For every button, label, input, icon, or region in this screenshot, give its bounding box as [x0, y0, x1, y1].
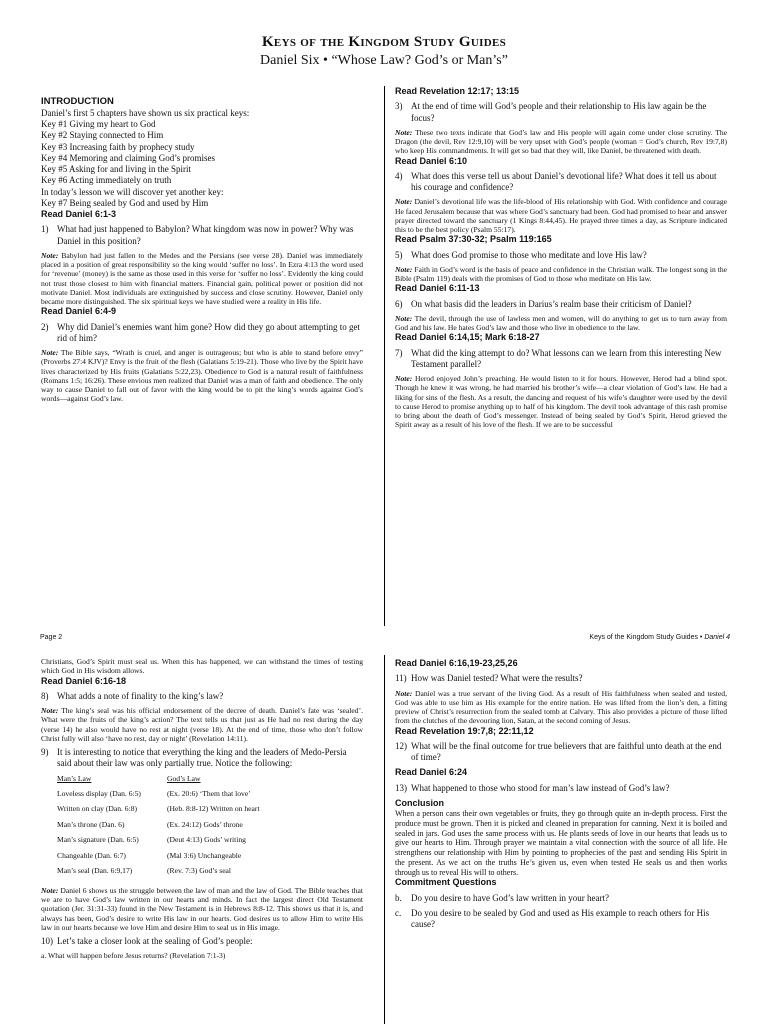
question-text: What happened to those who stood for man’s law instead of God’s law?: [411, 782, 670, 793]
note-label: Note:: [395, 313, 413, 323]
note-9: [41, 886, 363, 932]
note-text: Daniel’s devotional life was the life-blood of His relationship with God. With confidence and courage He faced Jerusalem because that was where God’s sanctuary had been. God had promised to hear and answer prayer directed toward the sanctuary (1 Kings 8:44,45). He prayed three times a day, as Scripture indicated this to be the best policy (Psalm 55:17).: [395, 197, 727, 234]
note-label: Note:: [395, 688, 413, 698]
question-4: [395, 171, 727, 194]
note-text: Daniel 6 shows us the struggle between the law of man and the law of God. The Bible teaches that we are to have God’s law written in our hearts and minds. In fact the largest direct Old Testament quotation (Jer. 31:31-33) found in the New Testament is in Hebrews 8:8-12. This shows us that it is, and always has been, God’s desire to write His law in our hearts. God desires us to allow Him to write His law in our hearts because we love Him and desire Him to seal us in His image.: [41, 885, 363, 932]
question-2: [41, 322, 363, 345]
section-heading: Read Daniel 6:1-3: [41, 209, 117, 220]
commitment-question-c: [395, 908, 727, 931]
question-11: [395, 673, 727, 684]
question-text: What will be the final outcome for true believers that are faithful unto death at the end of time?: [411, 740, 722, 762]
section-heading: Read Daniel 6:24: [395, 767, 468, 778]
question-number: b.: [395, 892, 402, 903]
note-label: Note:: [41, 348, 59, 358]
page1-right-column: [395, 86, 727, 430]
note-label: Note:: [395, 264, 413, 274]
note-text: Herod enjoyed John’s preaching. He would listen to it for hours. However, Herod had a blind spot. Though he knew it was wrong, he had married his brother’s wife—a clear violation of God’s law. He had a liking for sins of the flesh. As a result, the dancing and request of his wife’s daughter were used by the devil to cause Herod to promise anything up to half of his kingdom. The devil took advantage of this rash promise to bring about the death of God’s messenger. Instead of being sealed by God’s Spirit, Herod grieved the Spirit away as a result of his love of the flesh. If we are to be successful: [395, 374, 727, 430]
mans-law-cell: Man’s signature (Dan. 6:5): [57, 835, 139, 845]
gods-law-cell: (Deut 4:13) Gods’ writing: [167, 835, 246, 845]
key-item: Key #2 Staying connected to Him: [41, 130, 164, 141]
question-number: 9): [41, 747, 49, 757]
question-text: Do you desire to have God’s law written in your heart?: [411, 892, 609, 903]
column-divider-bottom: [384, 655, 385, 1024]
note-text: The king’s seal was his official endorsement of the decree of death. Daniel’s fate was ‘sealed’. What were the fruits of the king’s action? The text tells us that just as He had no rest during the day (verse 14) he also would have no rest at night (verse 18). At the end of time, those who don’t follow Christ fully will also ‘have no rest, day or night’ (Revelation 14:11).: [41, 706, 363, 743]
table-row: [57, 820, 260, 835]
section-heading: Read Revelation 19:7,8; 22:11,12: [395, 725, 534, 736]
note-2: [41, 348, 363, 404]
intro-another: In today’s lesson we will discover yet another key:: [41, 186, 224, 197]
question-number: 2): [41, 321, 49, 332]
page-header: [0, 34, 768, 69]
question-text: Let’s take a closer look at the sealing of God’s people:: [57, 936, 253, 947]
page2-right-column: [395, 658, 727, 934]
question-text: At the end of time will God’s people and their relationship to His law again be the focus?: [411, 101, 707, 123]
table-row: [57, 866, 260, 881]
question-10: [41, 936, 363, 947]
section-heading: Read Daniel 6:4-9: [41, 306, 117, 317]
note-7: [395, 374, 727, 430]
conclusion-text: When a person cans their own vegetables or fruits, they go through quite an in-depth process. First the produce must be grown. Then it is picked and cleaned in preparation for canning. Next it is boiled and sealed in jars. God uses the same process with us. He plants seeds of love in our hearts that leads us to give our hearts to Him. Through prayer we maintain a vital connection with the source of all life. He strengthens our relationship with Him by pointing to prophecies of the past and sending His Spirit in the present. As we act on the truths He’s given us, even when tested He seals us and then works through us to reveal His will to others.: [395, 809, 727, 877]
gods-law-cell: (Ex. 20:6) ‘Them that love’: [167, 788, 251, 798]
mans-law-cell: Written on clay (Dan. 6:8): [57, 804, 138, 814]
section-heading: Read Daniel 6:10: [395, 155, 468, 166]
note-text: The Bible says, “Wrath is cruel, and anger is outrageous; but who is able to stand before envy” (Proverbs 27:4 KJV)? Envy is the fruit of the flesh (Galatians 5:19-21). Those who live by the Spirit have lives characterized by His fruits (Galatians 5:22,23). Obedience to God is a natural result of faithfulness (Romans 1:5; 16:26). These envious men realized that Daniel was a man of faith and obedience. The only way to cause Daniel to fall out of favor with the king would be to pit the king’s words against God’s words—against God’s law.: [41, 348, 363, 404]
question-number: 8): [41, 690, 49, 701]
note-1: [41, 251, 363, 307]
question-number: 6): [395, 298, 403, 309]
question-3: [395, 101, 727, 124]
mans-law-cell: Changeable (Dan. 6:7): [57, 850, 126, 860]
note-label: Note:: [41, 706, 59, 715]
question-8: [41, 691, 363, 702]
gods-law-cell: (Mal 3:6) Unchangeable: [167, 850, 242, 860]
note-continuation: Christians, God’s Spirit must seal us. When this has happened, we can withstand the times of testing which God in His wisdom allows.: [41, 657, 363, 676]
key-item: Key #5 Asking for and living in the Spirit: [41, 164, 191, 175]
column-header-mans-law: Man’s Law: [57, 773, 92, 783]
mans-law-cell: Loveless display (Dan. 6:5): [57, 788, 141, 798]
column-header-gods-law: God’s Law: [167, 773, 201, 783]
question-5: [395, 250, 727, 261]
page-title: Keys of the Kingdom Study Guides: [261, 34, 507, 50]
question-text: What did the king attempt to do? What lessons can we learn from this interesting New Testament parallel?: [411, 347, 722, 369]
commitment-heading: Commitment Questions: [395, 877, 497, 888]
footer-title: [589, 634, 730, 641]
table-row: [57, 804, 260, 819]
table-row: [57, 789, 260, 804]
page1-left-column: [41, 96, 363, 404]
page-footer: [40, 634, 730, 641]
note-label: Note:: [395, 127, 413, 137]
key-item: Key #1 Giving my heart to God: [41, 119, 156, 130]
gods-law-cell: (Ex. 24:12) Gods’ throne: [167, 819, 243, 829]
question-12: [395, 741, 727, 764]
note-text: These two texts indicate that God’s law and His people will again come under close scrutiny. The Dragon (the devil, Rev 12:9,10) will be very upset with God’s people (woman = God’s church, Rev 19:7,8) who keep His commandments. It will get so bad that they will, like Daniel, be threatened with death.: [395, 127, 727, 156]
question-text: It is interesting to notice that everything the king and the leaders of Medo-Persia said about their law was only partially true. Notice the following:: [57, 747, 347, 769]
question-number: 1): [41, 224, 49, 235]
note-label: Note:: [41, 250, 59, 260]
question-6: [395, 299, 727, 310]
question-text: Do you desire to be sealed by God and used as His example to reach others for His cause?: [411, 907, 710, 929]
section-heading: Read Daniel 6:16,19-23,25,26: [395, 658, 518, 668]
gods-law-cell: (Heb. 8:8-12) Written on heart: [167, 804, 260, 814]
gods-law-cell: (Rev. 7:3) God’s seal: [167, 866, 232, 876]
commitment-question-b: [395, 893, 727, 904]
question-number: 12): [395, 740, 407, 751]
section-heading: Read Psalm 37:30-32; Psalm 119:165: [395, 234, 552, 245]
question-number: 7): [395, 347, 403, 358]
mans-law-cell: Man’s seal (Dan. 6:9,17): [57, 866, 133, 876]
note-8: [41, 706, 363, 743]
question-text: What adds a note of finality to the king’s law?: [57, 690, 224, 701]
footer-series: Keys of the Kingdom Study Guides •: [589, 634, 705, 641]
key-item-7: Key #7 Being sealed by God and used by Him: [41, 197, 209, 208]
sub-question-a: a. What will happen before Jesus returns? (Revelation 7:1-3): [41, 951, 226, 961]
note-6: [395, 314, 727, 333]
question-number: 3): [395, 101, 403, 112]
footer-book: Daniel 4: [704, 634, 730, 641]
note-text: Babylon had just fallen to the Medes and the Persians (see verse 28). Daniel was immediately placed in a position of great responsibility so the king would ‘suffer no loss’. In Ezra 4:13 the word used for ‘revenue’ (money) is the same as those used in this verse for ‘suffer no loss’. Evidently the king could not trust those closest to him with financial matters. Financial gain, political power or position did not motivate Daniel. Most individuals are extinguished by success and close scrutiny. However, Daniel only became more distinguished. The six spiritual keys we have studied were a reality in His life.: [41, 250, 363, 307]
law-comparison-table: [57, 774, 260, 882]
question-1: [41, 224, 363, 247]
question-number: 4): [395, 170, 403, 181]
key-item: Key #4 Memoring and claiming God’s promises: [41, 152, 215, 163]
page2-left-column: [41, 657, 363, 961]
question-text: What does God promise to those who meditate and love His law?: [411, 249, 647, 260]
question-7: [395, 348, 727, 371]
intro-lead: Daniel’s first 5 chapters have shown us six practical keys:: [41, 107, 250, 118]
table-row: [57, 851, 260, 866]
section-heading: Read Daniel 6:14,15; Mark 6:18-27: [395, 332, 540, 343]
note-label: Note:: [395, 197, 413, 207]
note-label: Note:: [395, 374, 413, 383]
question-text: On what basis did the leaders in Darius’s realm base their criticism of Daniel?: [411, 298, 692, 309]
key-item: Key #6 Acting immediately on truth: [41, 175, 172, 186]
conclusion-heading: Conclusion: [395, 797, 444, 808]
table-row: [57, 835, 260, 850]
question-text: Why did Daniel’s enemies want him gone? How did they go about attempting to get rid of him?: [57, 321, 360, 343]
question-number: c.: [395, 907, 402, 918]
note-11: [395, 689, 727, 726]
note-5: [395, 265, 727, 284]
question-text: What does this verse tell us about Daniel’s devotional life? What does it tell us about his courage and confidence?: [411, 170, 717, 192]
section-heading: Read Daniel 6:11-13: [395, 283, 480, 294]
note-text: Faith in God’s word is the basis of peace and confidence in the Christian walk. The longest song in the Bible (Psalm 119) deals with the promises of God to those who meditate on His law.: [395, 264, 728, 283]
question-text: What had just happened to Babylon? What kingdom was now in power? Why was Daniel in this position?: [57, 224, 354, 246]
note-4: [395, 197, 727, 234]
note-label: Note:: [41, 885, 59, 895]
column-divider-top: [384, 86, 385, 626]
note-text: Daniel was a true servant of the living God. As a result of His faithfulness when sealed and tested, God was able to use him as His example for the entire nation. He was lifted from the lion’s den, a fitting preview of Christ’s resurrection from the sealed tomb at Calvary. This also provides a picture of those lifted from the clutches of the devouring lion, Satan, at the second coming of Jesus.: [395, 688, 727, 726]
question-number: 10): [41, 936, 53, 947]
question-number: 11): [395, 673, 407, 684]
key-item: Key #3 Increasing faith by prophecy study: [41, 141, 195, 152]
section-heading: Read Revelation 12:17; 13:15: [395, 86, 520, 96]
note-3: [395, 128, 727, 156]
question-number: 5): [395, 249, 403, 260]
note-text: The devil, through the use of lawless men and women, will do anything to get us to turn away from God and his law. He hates God’s law and those who live in obedience to the law.: [395, 313, 728, 332]
page-subtitle: Daniel Six • “Whose Law? God’s or Man’s”: [260, 53, 508, 68]
question-number: 13): [395, 782, 407, 793]
question-text: How was Daniel tested? What were the results?: [411, 673, 583, 684]
question-13: [395, 783, 727, 794]
question-9: [41, 747, 363, 770]
section-heading: Read Daniel 6:16-18: [41, 675, 127, 686]
intro-heading: INTRODUCTION: [41, 96, 114, 107]
table-header-row: [57, 774, 260, 789]
mans-law-cell: Man’s throne (Dan. 6): [57, 819, 125, 829]
footer-page-number: Page 2: [40, 634, 63, 641]
